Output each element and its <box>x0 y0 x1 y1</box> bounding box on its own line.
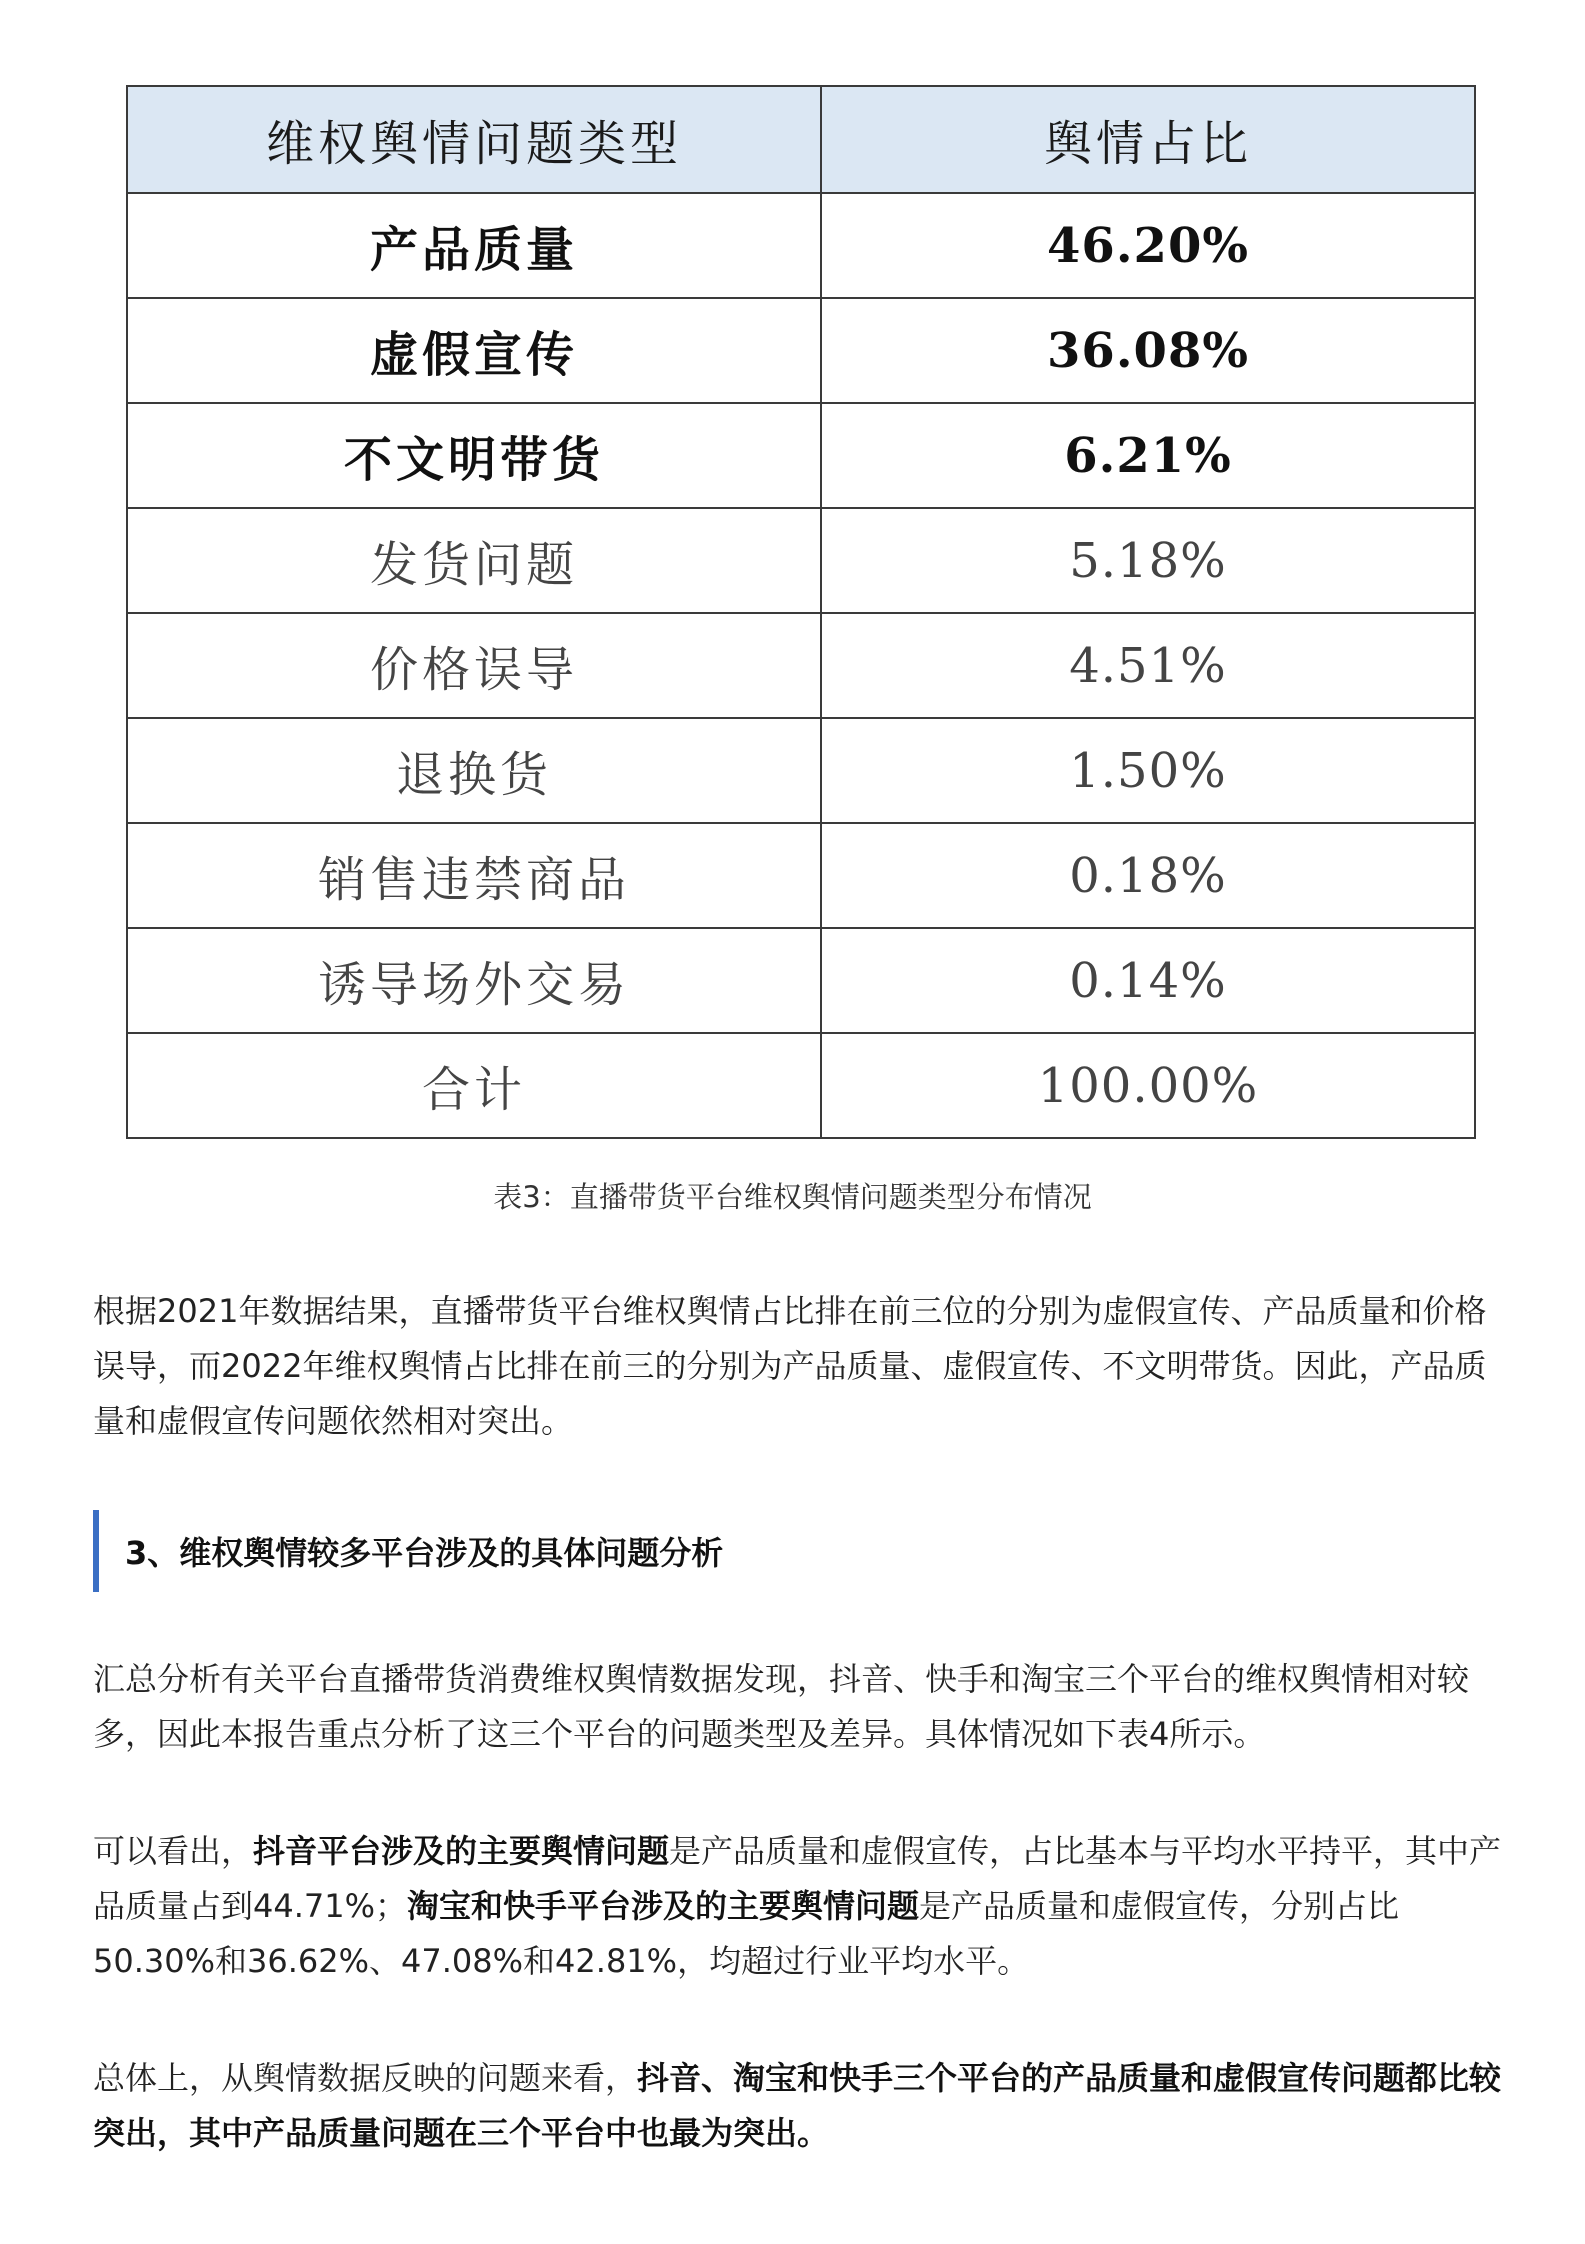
issue-type-cell: 销售违禁商品 <box>127 823 821 928</box>
issue-type-table-container <box>126 85 1474 1139</box>
table-row <box>127 718 1475 823</box>
share-cell: 1.50% <box>821 718 1475 823</box>
text-span: 是产品质量和虚假宣传，占比基本与平均水平持平，其中产品质量占到44.71%； <box>93 1832 1502 1925</box>
section-heading <box>93 1510 723 1592</box>
table-row <box>127 823 1475 928</box>
issue-type-cell: 不文明带货 <box>127 403 821 508</box>
table-row <box>127 403 1475 508</box>
issue-type-cell: 价格误导 <box>127 613 821 718</box>
issue-type-table <box>126 85 1476 1139</box>
share-cell: 46.20% <box>821 193 1475 298</box>
paragraph-platform-issues <box>93 1824 1513 1989</box>
bold-text-span: 抖音平台涉及的主要舆情问题 <box>253 1832 670 1870</box>
table-row <box>127 298 1475 403</box>
share-cell: 0.14% <box>821 928 1475 1033</box>
share-cell: 5.18% <box>821 508 1475 613</box>
bold-text-span: 淘宝和快手平台涉及的主要舆情问题 <box>407 1887 920 1925</box>
table-row <box>127 193 1475 298</box>
table-caption: 表3：直播带货平台维权舆情问题类型分布情况 <box>493 1180 1092 1214</box>
text-span: 是产品质量和虚假宣传，分别占比50.30%和36.62%、47.08%和42.81%，均超过行业平均水平。 <box>93 1887 1400 1980</box>
share-cell: 6.21% <box>821 403 1475 508</box>
issue-type-cell: 合计 <box>127 1033 821 1138</box>
table-row <box>127 508 1475 613</box>
share-cell: 100.00% <box>821 1033 1475 1138</box>
paragraph-summary-2021-2022: 根据2021年数据结果，直播带货平台维权舆情占比排在前三位的分别为虚假宣传、产品质量和价格误导，而2022年维权舆情占比排在前三的分别为产品质量、虚假宣传、不文明带货。因此，产品质量和虚假宣传问题依然相对突出。 <box>93 1292 1487 1440</box>
table-header-row <box>127 86 1475 193</box>
header-issue-type: 维权舆情问题类型 <box>127 86 821 193</box>
paragraph-platform-analysis: 汇总分析有关平台直播带货消费维权舆情数据发现，抖音、快手和淘宝三个平台的维权舆情相对较多，因此本报告重点分析了这三个平台的问题类型及差异。具体情况如下表4所示。 <box>93 1660 1470 1753</box>
issue-type-cell: 诱导场外交易 <box>127 928 821 1033</box>
issue-type-cell: 产品质量 <box>127 193 821 298</box>
bold-text-span: 抖音、淘宝和快手三个平台的产品质量和虚假宣传问题都比较突出，其中产品质量问题在三个平台中也最为突出。 <box>93 2059 1502 2152</box>
header-share: 舆情占比 <box>821 86 1475 193</box>
share-cell: 0.18% <box>821 823 1475 928</box>
table-row <box>127 613 1475 718</box>
paragraph-conclusion <box>93 2051 1513 2161</box>
table-total-row <box>127 1033 1475 1138</box>
issue-type-cell: 发货问题 <box>127 508 821 613</box>
table-row <box>127 928 1475 1033</box>
text-span: 总体上，从舆情数据反映的问题来看， <box>93 2059 638 2097</box>
issue-type-cell: 退换货 <box>127 718 821 823</box>
section-heading-text: 3、维权舆情较多平台涉及的具体问题分析 <box>125 1534 724 1572</box>
text-span: 可以看出， <box>93 1832 254 1870</box>
share-cell: 36.08% <box>821 298 1475 403</box>
issue-type-cell: 虚假宣传 <box>127 298 821 403</box>
share-cell: 4.51% <box>821 613 1475 718</box>
